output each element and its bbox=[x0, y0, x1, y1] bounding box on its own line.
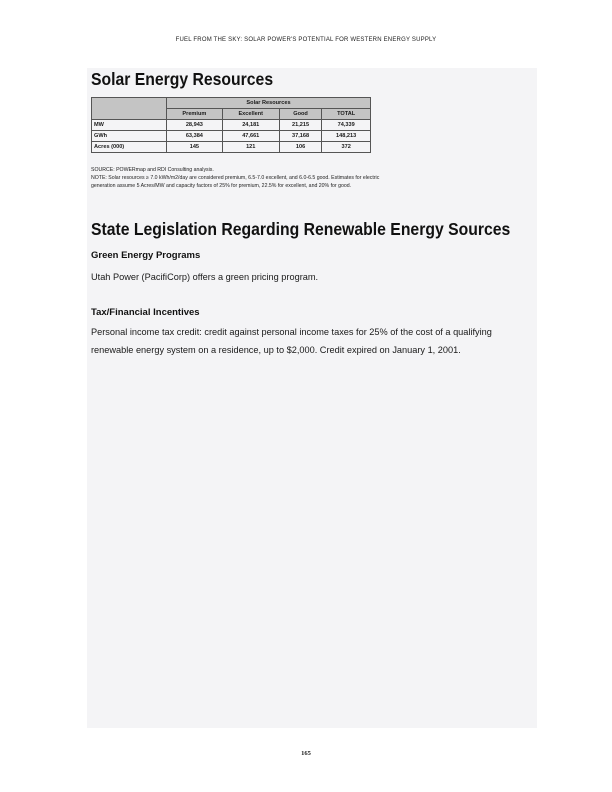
table-cell: 121 bbox=[222, 142, 279, 153]
table-corner-cell bbox=[92, 98, 167, 120]
solar-resources-table bbox=[91, 97, 371, 153]
column-header: Premium bbox=[167, 109, 223, 120]
table-cell: 24,181 bbox=[222, 120, 279, 131]
table-cell: 372 bbox=[322, 142, 371, 153]
row-label: GWh bbox=[92, 131, 167, 142]
table-cell: 37,168 bbox=[279, 131, 322, 142]
section-title-solar-resources: Solar Energy Resources bbox=[91, 69, 274, 89]
table-row bbox=[92, 131, 371, 142]
methodology-note: NOTE: Solar resources ≥ 7.0 kWh/m2/day are considered premium, 6.5-7.0 excellent, and 6.0-6.5 good. Estimates for electric generation assume 5 Acres/MW and capacity factors of 25% for premium, 22.5% for excellent, and 20% for good. bbox=[91, 174, 380, 189]
table-cell: 28,943 bbox=[167, 120, 223, 131]
table-group-header-row bbox=[92, 98, 371, 109]
subheading-green-energy-programs: Green Energy Programs bbox=[91, 250, 201, 261]
paragraph-green-energy: Utah Power (PacifiCorp) offers a green pricing program. bbox=[91, 272, 319, 282]
table-notes bbox=[91, 167, 381, 190]
paragraph-tax-incentives: Personal income tax credit: credit against personal income taxes for 25% of the cost of a qualifying renewable energy system on a residence, up to $2,000. Credit expired on January 1, 2001. bbox=[91, 327, 492, 355]
column-header: Excellent bbox=[222, 109, 279, 120]
table-group-header: Solar Resources bbox=[167, 98, 371, 109]
table-row bbox=[92, 120, 371, 131]
subheading-tax-incentives: Tax/Financial Incentives bbox=[91, 307, 200, 318]
column-header: TOTAL bbox=[322, 109, 371, 120]
table-row bbox=[92, 142, 371, 153]
running-header: FUEL FROM THE SKY: SOLAR POWER'S POTENTIAL FOR WESTERN ENERGY SUPPLY bbox=[175, 37, 437, 43]
column-header: Good bbox=[279, 109, 322, 120]
table-cell: 63,384 bbox=[167, 131, 223, 142]
table-cell: 21,215 bbox=[279, 120, 322, 131]
page-number: 165 bbox=[301, 750, 311, 757]
table-cell: 106 bbox=[279, 142, 322, 153]
section-title-state-legislation: State Legislation Regarding Renewable Energy Sources bbox=[91, 219, 511, 239]
table-cell: 145 bbox=[167, 142, 223, 153]
row-label: MW bbox=[92, 120, 167, 131]
row-label: Acres (000) bbox=[92, 142, 167, 153]
table-cell: 47,661 bbox=[222, 131, 279, 142]
table-cell: 148,213 bbox=[322, 131, 371, 142]
table-cell: 74,339 bbox=[322, 120, 371, 131]
source-note: SOURCE: POWERmap and RDI Consulting analysis. bbox=[91, 167, 214, 173]
